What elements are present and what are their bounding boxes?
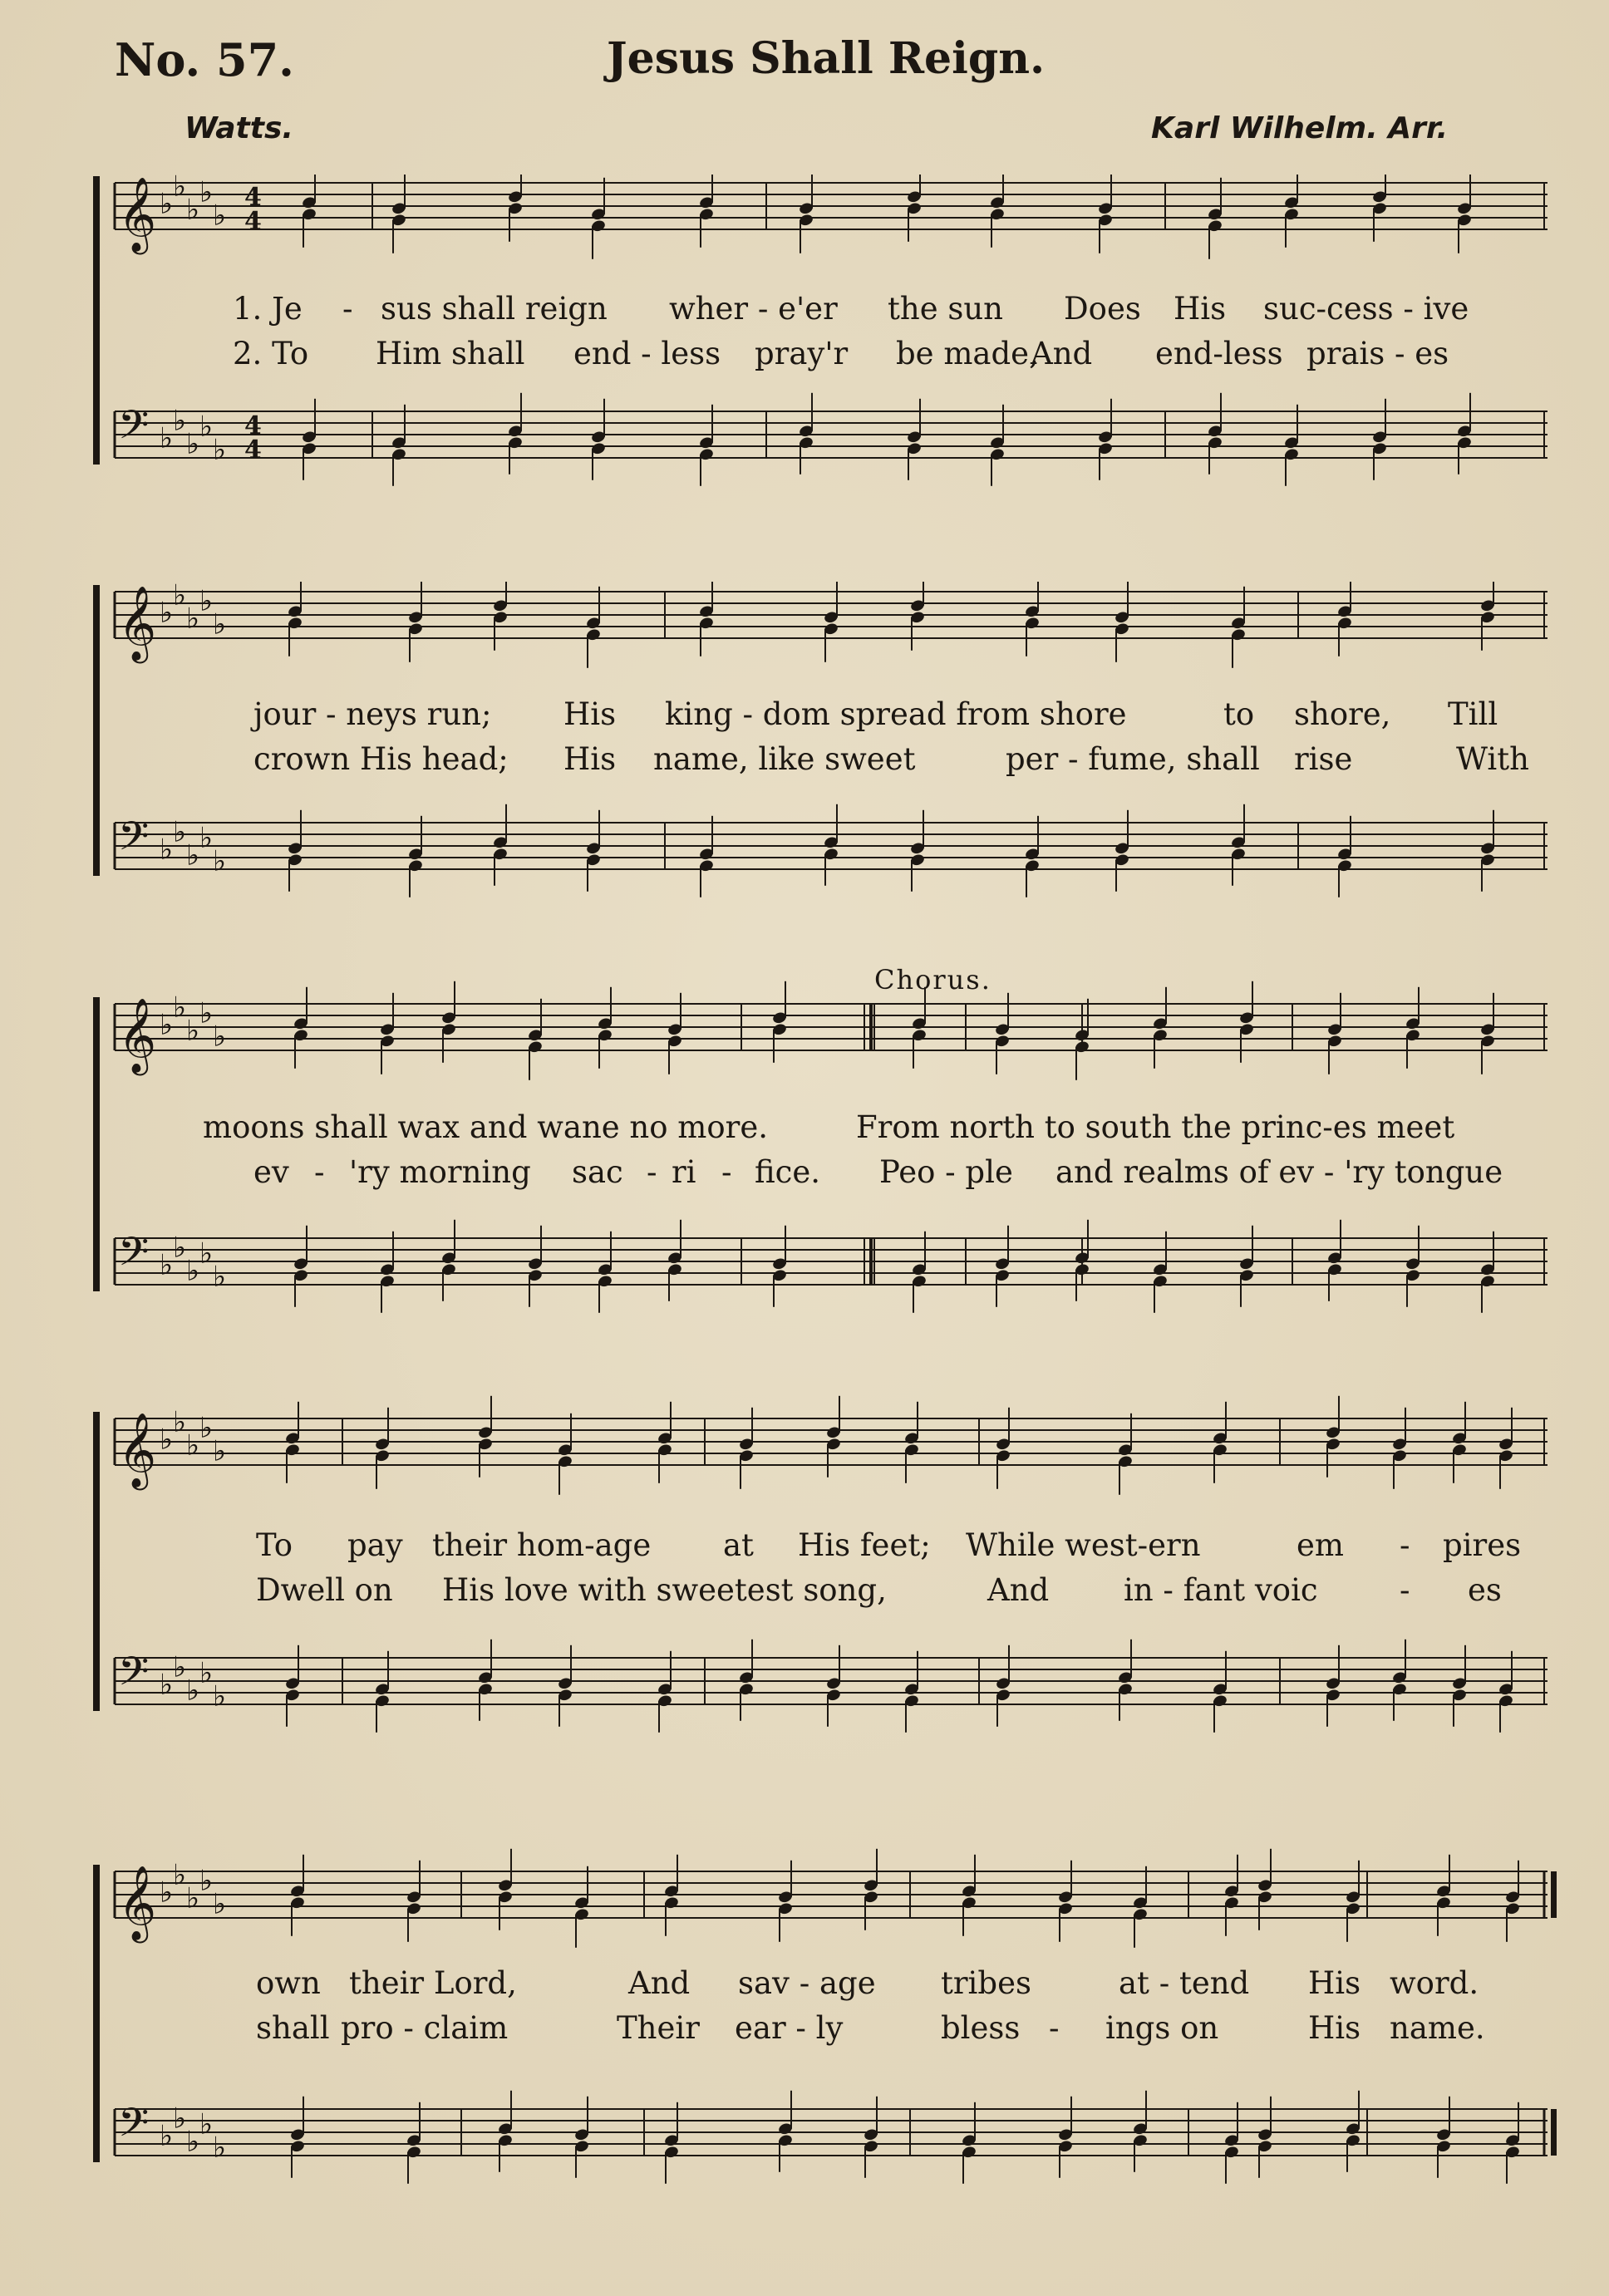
lyric-syllable: Peo - ple <box>879 1154 1013 1190</box>
lyric-syllable: end - less <box>573 336 721 371</box>
lyric-syllable: His <box>563 741 617 777</box>
lyric-syllable: Dwell on <box>256 1572 393 1608</box>
lyric-syllable: - <box>647 1154 657 1190</box>
lyric-syllable: - <box>1049 2010 1060 2046</box>
lyric-syllable: wher - e'er <box>669 291 838 327</box>
lyric-syllable: rise <box>1294 741 1353 777</box>
flat-sign-icon: ♭ <box>186 427 200 461</box>
hymn-title: Jesus Shall Reign. <box>607 33 1046 84</box>
flat-sign-icon: ♭ <box>213 433 227 467</box>
lyric-syllable: ings on <box>1105 2010 1219 2046</box>
lyric-syllable: name. <box>1390 2010 1485 2046</box>
lyric-syllable: - <box>1400 1527 1410 1563</box>
flat-sign-icon: ♭ <box>199 1656 214 1690</box>
chorus-label: Chorus. <box>874 964 991 996</box>
flat-sign-icon: ♭ <box>186 1014 200 1048</box>
flat-sign-icon: ♭ <box>173 815 187 849</box>
flat-sign-icon: ♭ <box>186 2125 200 2159</box>
bass-clef-icon: 𝄢 <box>118 813 150 869</box>
flat-sign-icon: ♭ <box>160 187 174 221</box>
staff-graphics-1 <box>0 175 1609 490</box>
flat-sign-icon: ♭ <box>173 1405 187 1439</box>
lyric-syllable: Till <box>1448 696 1498 732</box>
lyric-syllable: suc-cess - ive <box>1263 291 1469 327</box>
lyric-syllable: 1. Je <box>233 291 303 327</box>
flat-sign-icon: ♭ <box>186 1428 200 1463</box>
final-barline <box>1551 2109 1557 2156</box>
lyric-syllable: - <box>1400 1572 1410 1608</box>
lyric-syllable: Their <box>617 2010 700 2046</box>
lyric-syllable: end-less <box>1155 336 1283 371</box>
lyric-syllable: - <box>721 1154 732 1190</box>
lyric-syllable: prais - es <box>1306 336 1449 371</box>
flat-sign-icon: ♭ <box>199 175 214 209</box>
flat-sign-icon: ♭ <box>199 821 214 855</box>
lyric-syllable: ri <box>672 1154 696 1190</box>
flat-sign-icon: ♭ <box>186 193 200 227</box>
lyric-syllable: jour - neys run; <box>253 696 492 732</box>
flat-sign-icon: ♭ <box>173 1231 187 1265</box>
lyric-syllable: His feet; <box>798 1527 931 1563</box>
lyric-syllable: ear - ly <box>735 2010 844 2046</box>
flat-sign-icon: ♭ <box>173 582 187 612</box>
treble-clef-icon: 𝄞 <box>118 586 157 661</box>
lyric-syllable: their hom-age <box>432 1527 652 1563</box>
flat-sign-icon: ♭ <box>173 991 187 1025</box>
lyric-syllable: crown His head; <box>253 741 509 777</box>
flat-sign-icon: ♭ <box>160 2119 174 2153</box>
lyric-syllable: His <box>1174 291 1227 327</box>
lyric-syllable: to <box>1223 696 1255 732</box>
flat-sign-icon: ♭ <box>199 2107 214 2141</box>
flat-sign-icon: ♭ <box>160 421 174 455</box>
music-system-4 <box>0 1375 1609 1774</box>
system-bracket <box>93 176 100 465</box>
lyric-syllable: own <box>256 1965 321 2001</box>
flat-sign-icon: ♭ <box>199 1411 214 1445</box>
flat-sign-icon: ♭ <box>173 1858 187 1892</box>
lyric-syllable: at <box>723 1527 754 1563</box>
lyric-syllable: His <box>563 696 617 732</box>
treble-clef-icon: 𝄞 <box>118 177 157 252</box>
music-system-5 <box>0 1812 1609 2185</box>
treble-clef-icon: 𝄞 <box>118 998 157 1073</box>
flat-sign-icon: ♭ <box>173 175 187 204</box>
lyric-syllable: tribes <box>941 1965 1031 2001</box>
flat-sign-icon: ♭ <box>213 1679 227 1713</box>
flat-sign-icon: ♭ <box>199 1236 214 1271</box>
treble-clef-icon: 𝄞 <box>118 1866 157 1940</box>
lyric-syllable: at - tend <box>1119 1965 1250 2001</box>
time-signature-icon: 4 <box>244 183 262 212</box>
lyric-syllable: - <box>314 1154 325 1190</box>
music-system-2 <box>0 582 1609 897</box>
flat-sign-icon: ♭ <box>213 1434 227 1468</box>
composer-credit: Karl Wilhelm. Arr. <box>1151 111 1449 145</box>
bass-clef-icon: 𝄢 <box>118 1648 150 1704</box>
music-system-1 <box>0 175 1609 490</box>
bass-clef-icon: 𝄢 <box>118 1228 150 1285</box>
lyric-syllable: moons shall wax and wane no more. <box>203 1109 769 1145</box>
time-signature-icon: 4 <box>244 411 262 440</box>
lyric-syllable: shall <box>256 2010 330 2046</box>
lyric-syllable: His <box>1308 2010 1361 2046</box>
flat-sign-icon: ♭ <box>199 410 214 444</box>
lyric-syllable: shore, <box>1294 696 1391 732</box>
time-signature-icon: 4 <box>244 435 262 465</box>
lyric-syllable: and realms of ev - 'ry tongue <box>1055 1154 1503 1190</box>
lyric-syllable: While west-ern <box>966 1527 1201 1563</box>
flat-sign-icon: ♭ <box>213 1260 227 1294</box>
lyric-syllable: king - dom spread from shore <box>665 696 1127 732</box>
flat-sign-icon: ♭ <box>160 1248 174 1282</box>
flat-sign-icon: ♭ <box>213 844 227 878</box>
music-system-3 <box>0 964 1609 1321</box>
poet-credit: Watts. <box>185 111 294 145</box>
lyric-syllable: From north to south the princ-es meet <box>856 1109 1455 1145</box>
lyric-syllable: sav - age <box>738 1965 876 2001</box>
lyric-syllable: 'ry morning <box>349 1154 531 1190</box>
lyric-syllable: es <box>1468 1572 1502 1608</box>
lyric-syllable: per - fume, shall <box>1006 741 1260 777</box>
lyric-syllable: ev <box>253 1154 289 1190</box>
lyric-syllable: To <box>256 1527 293 1563</box>
lyric-syllable: be made, <box>896 336 1039 371</box>
lyric-syllable: Him shall <box>376 336 525 371</box>
hymn-number: No. 57. <box>115 33 294 86</box>
flat-sign-icon: ♭ <box>160 1876 174 1910</box>
lyric-syllable: em <box>1297 1527 1344 1563</box>
bass-clef-icon: 𝄢 <box>118 2099 150 2156</box>
final-barline <box>1551 1871 1557 1918</box>
staff-graphics-2 <box>0 582 1609 897</box>
lyric-syllable: fice. <box>755 1154 821 1190</box>
flat-sign-icon: ♭ <box>213 199 227 233</box>
flat-sign-icon: ♭ <box>213 1020 227 1054</box>
system-bracket <box>93 1865 100 2162</box>
flat-sign-icon: ♭ <box>213 2131 227 2165</box>
lyric-syllable: pires <box>1443 1527 1522 1563</box>
lyric-syllable: pro - claim <box>341 2010 509 2046</box>
flat-sign-icon: ♭ <box>160 1008 174 1042</box>
lyric-syllable: 2. To <box>233 336 309 371</box>
flat-sign-icon: ♭ <box>173 2102 187 2136</box>
flat-sign-icon: ♭ <box>213 607 227 642</box>
lyric-syllable: pray'r <box>755 336 849 371</box>
lyric-syllable: And <box>1031 336 1093 371</box>
bass-clef-icon: 𝄢 <box>118 401 150 458</box>
lyric-syllable: in - fant voic <box>1124 1572 1318 1608</box>
lyric-syllable: His <box>1308 1965 1361 2001</box>
lyric-syllable: And <box>628 1965 691 2001</box>
lyric-syllable: With <box>1456 741 1529 777</box>
lyric-syllable: word. <box>1390 1965 1479 2001</box>
lyric-syllable: And <box>987 1572 1050 1608</box>
lyric-syllable: the sun <box>888 291 1004 327</box>
treble-clef-icon: 𝄞 <box>118 1413 157 1487</box>
lyric-syllable: Does <box>1064 291 1141 327</box>
flat-sign-icon: ♭ <box>186 838 200 873</box>
flat-sign-icon: ♭ <box>199 584 214 618</box>
flat-sign-icon: ♭ <box>186 602 200 636</box>
flat-sign-icon: ♭ <box>160 1423 174 1457</box>
lyric-syllable: bless <box>941 2010 1021 2046</box>
time-signature-icon: 4 <box>244 207 262 236</box>
flat-sign-icon: ♭ <box>186 1254 200 1288</box>
flat-sign-icon: ♭ <box>173 404 187 438</box>
system-bracket <box>93 997 100 1291</box>
flat-sign-icon: ♭ <box>160 1668 174 1702</box>
system-bracket <box>93 1412 100 1711</box>
flat-sign-icon: ♭ <box>199 1864 214 1898</box>
flat-sign-icon: ♭ <box>199 996 214 1030</box>
lyric-syllable: - <box>342 291 353 327</box>
flat-sign-icon: ♭ <box>173 1650 187 1684</box>
flat-sign-icon: ♭ <box>186 1674 200 1708</box>
lyric-syllable: sac <box>572 1154 623 1190</box>
flat-sign-icon: ♭ <box>186 1881 200 1915</box>
lyric-syllable: their Lord, <box>349 1965 517 2001</box>
flat-sign-icon: ♭ <box>160 833 174 867</box>
lyric-syllable: name, like sweet <box>653 741 916 777</box>
lyric-syllable: pay <box>347 1527 403 1563</box>
lyric-syllable: His love with sweetest song, <box>442 1572 887 1608</box>
flat-sign-icon: ♭ <box>160 596 174 630</box>
system-bracket <box>93 585 100 876</box>
lyric-syllable: sus shall reign <box>381 291 608 327</box>
flat-sign-icon: ♭ <box>213 1887 227 1921</box>
